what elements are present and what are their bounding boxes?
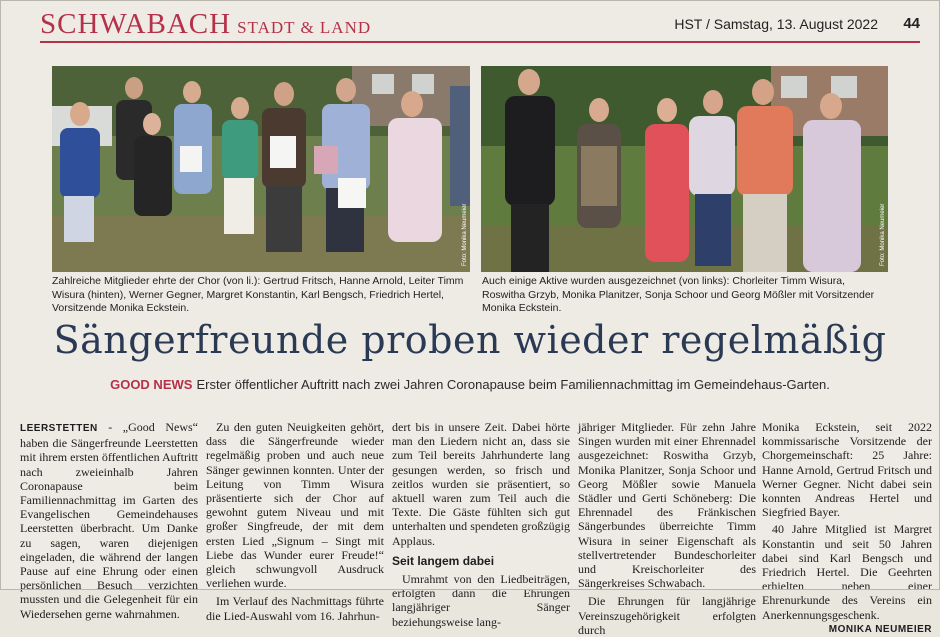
column-4-paragraph-1: jähriger Mitglieder. Für zehn Jahre Singen wurden mit einer Ehrennadel ausgezeichnet: Roswitha Grzyb, Monika Planitzer, Sonja Schoor und Georg Mößler sowie Manuela Städler und Gerti Schöneberg: Die Ehrennadel des Fränkischen Sängerbundes überreichte Timm Wisura in seiner Eigenschaft als stellvertretender Bundeschorleiter und Kreischorleiter des Sängerkreises Schwabach. <box>578 420 756 591</box>
article-dek <box>0 377 940 392</box>
article-column-1 <box>20 420 198 621</box>
article-dateline: LEERSTETTEN <box>20 423 98 434</box>
column-2-paragraph-2: Im Verlauf des Nachmittags führte die Lied-Auswahl vom 16. Jahrhun- <box>206 594 384 623</box>
column-2-paragraph-1: Zu den guten Neuigkeiten gehört, dass die Sängerfreunde wieder regelmäßig proben und auch neue Sänger gewinnen konnten. Unter der Leitung von Timm Wisura präsentierte sich der Chor auf gewohnt gutem Niveau und mit großer Singfreude, der mit dem ersten Lied „Signum – Singt mit Liebe das Wunder eurer Freude!“ gleich schwungvoll Ausdruck verliehen wurde. <box>206 420 384 591</box>
good-news-tag: GOOD NEWS <box>110 377 193 392</box>
photo-2-caption: Auch einige Aktive wurden ausgezeichnet (von links): Chorleiter Timm Wisura, Roswitha Grzyb, Monika Planitzer, Sonja Schoor und Georg Mößler mit Vorsitzender Monika Eckstein. <box>482 275 875 314</box>
article-column-2 <box>206 420 384 623</box>
photo-honored-members <box>52 66 470 272</box>
photo-honored-members-image <box>52 66 470 272</box>
article-column-3 <box>392 420 570 629</box>
page-number: 44 <box>903 15 920 32</box>
masthead-section: STADT & LAND <box>237 18 372 37</box>
issue-date: HST / Samstag, 13. August 2022 <box>674 16 878 32</box>
column-3-paragraph-1: dert bis in unsere Zeit. Dabei hörte man den Liedern nicht an, dass sie zum Teil bereits Jahrhunderte lang gesungen werden, so frisch und zeitlos wurden sie präsentiert, so aktuell waren zum Teil auch die Texte. Die Gäste fühlten sich gut unterhalten und spendeten großzügig Applaus. <box>392 420 570 548</box>
photo-1-caption: Zahlreiche Mitglieder ehrte der Chor (von li.): Gertrud Fritsch, Hanne Arnold, Leiter Timm Wisura (hinten), Werner Gegner, Margret Konstantin, Karl Bengsch, Friedrich Hertel, Vorsitzende Monika Eckstein. <box>52 275 464 314</box>
dek-text: Erster öffentlicher Auftritt nach zwei Jahren Coronapause beim Familiennachmittag im Gemeindehaus-Garten. <box>196 377 830 392</box>
column-3-subheading: Seit langem dabei <box>392 553 495 568</box>
photo-2-credit: Foto: Monika Neumeier <box>880 203 886 266</box>
column-3-paragraph-2: Umrahmt von den Liedbeiträgen, erfolgten dann die Ehrungen langjähriger Sänger beziehungsweise lang- <box>392 572 570 629</box>
article-author: MONIKA NEUMEIER <box>828 623 932 635</box>
page-header <box>40 6 920 40</box>
header-rule <box>40 41 920 43</box>
photo-active-singers-image <box>481 66 888 272</box>
masthead-city: SCHWABACH <box>40 8 232 40</box>
column-1-text: - „Good News“ haben die Sängerfreunde Leerstetten mit ihrem ersten öffentlichen Auftritt nach zweieinhalb Jahren Coronapause beim Familiennachmittag im Garten des Evangelischen Gemeindehauses Leerstetten überbracht. Um Danke zu sagen, waren diejenigen eingeladen, die während der langen Pause auf eine Ehrung oder einen persönlichen Besuch verzichten mussten und die Gelegenheit für ein Wiedersehen gerne wahrnahmen. <box>20 420 198 621</box>
photo-active-singers <box>481 66 888 272</box>
article-column-5 <box>762 420 932 637</box>
column-5-paragraph-1: Monika Eckstein, seit 2022 kommissarische Vorsitzende der Chorgemeinschaft: 25 Jahre: Hanne Arnold, Gertrud Fritsch und Werner Gegner. Nicht dabei sein konnten Andreas Hertel und Siegfried Bayer. <box>762 420 932 520</box>
column-5-paragraph-2: 40 Jahre Mitglied ist Margret Konstantin und seit 50 Jahren dabei sind Karl Bengsch und Friedrich Hertel. Die Geehrten erhielten neben einer Ehrenurkunde des Vereins ein Anerkennungsgeschenk. <box>762 522 932 622</box>
photo-1-credit: Foto: Monika Neumeier <box>462 203 468 266</box>
article-column-4 <box>578 420 756 637</box>
masthead <box>40 8 371 41</box>
column-4-paragraph-2: Die Ehrungen für langjährige Vereinszugehörigkeit erfolgten durch <box>578 594 756 637</box>
article-headline: Sängerfreunde proben wieder regelmäßig <box>53 318 887 362</box>
